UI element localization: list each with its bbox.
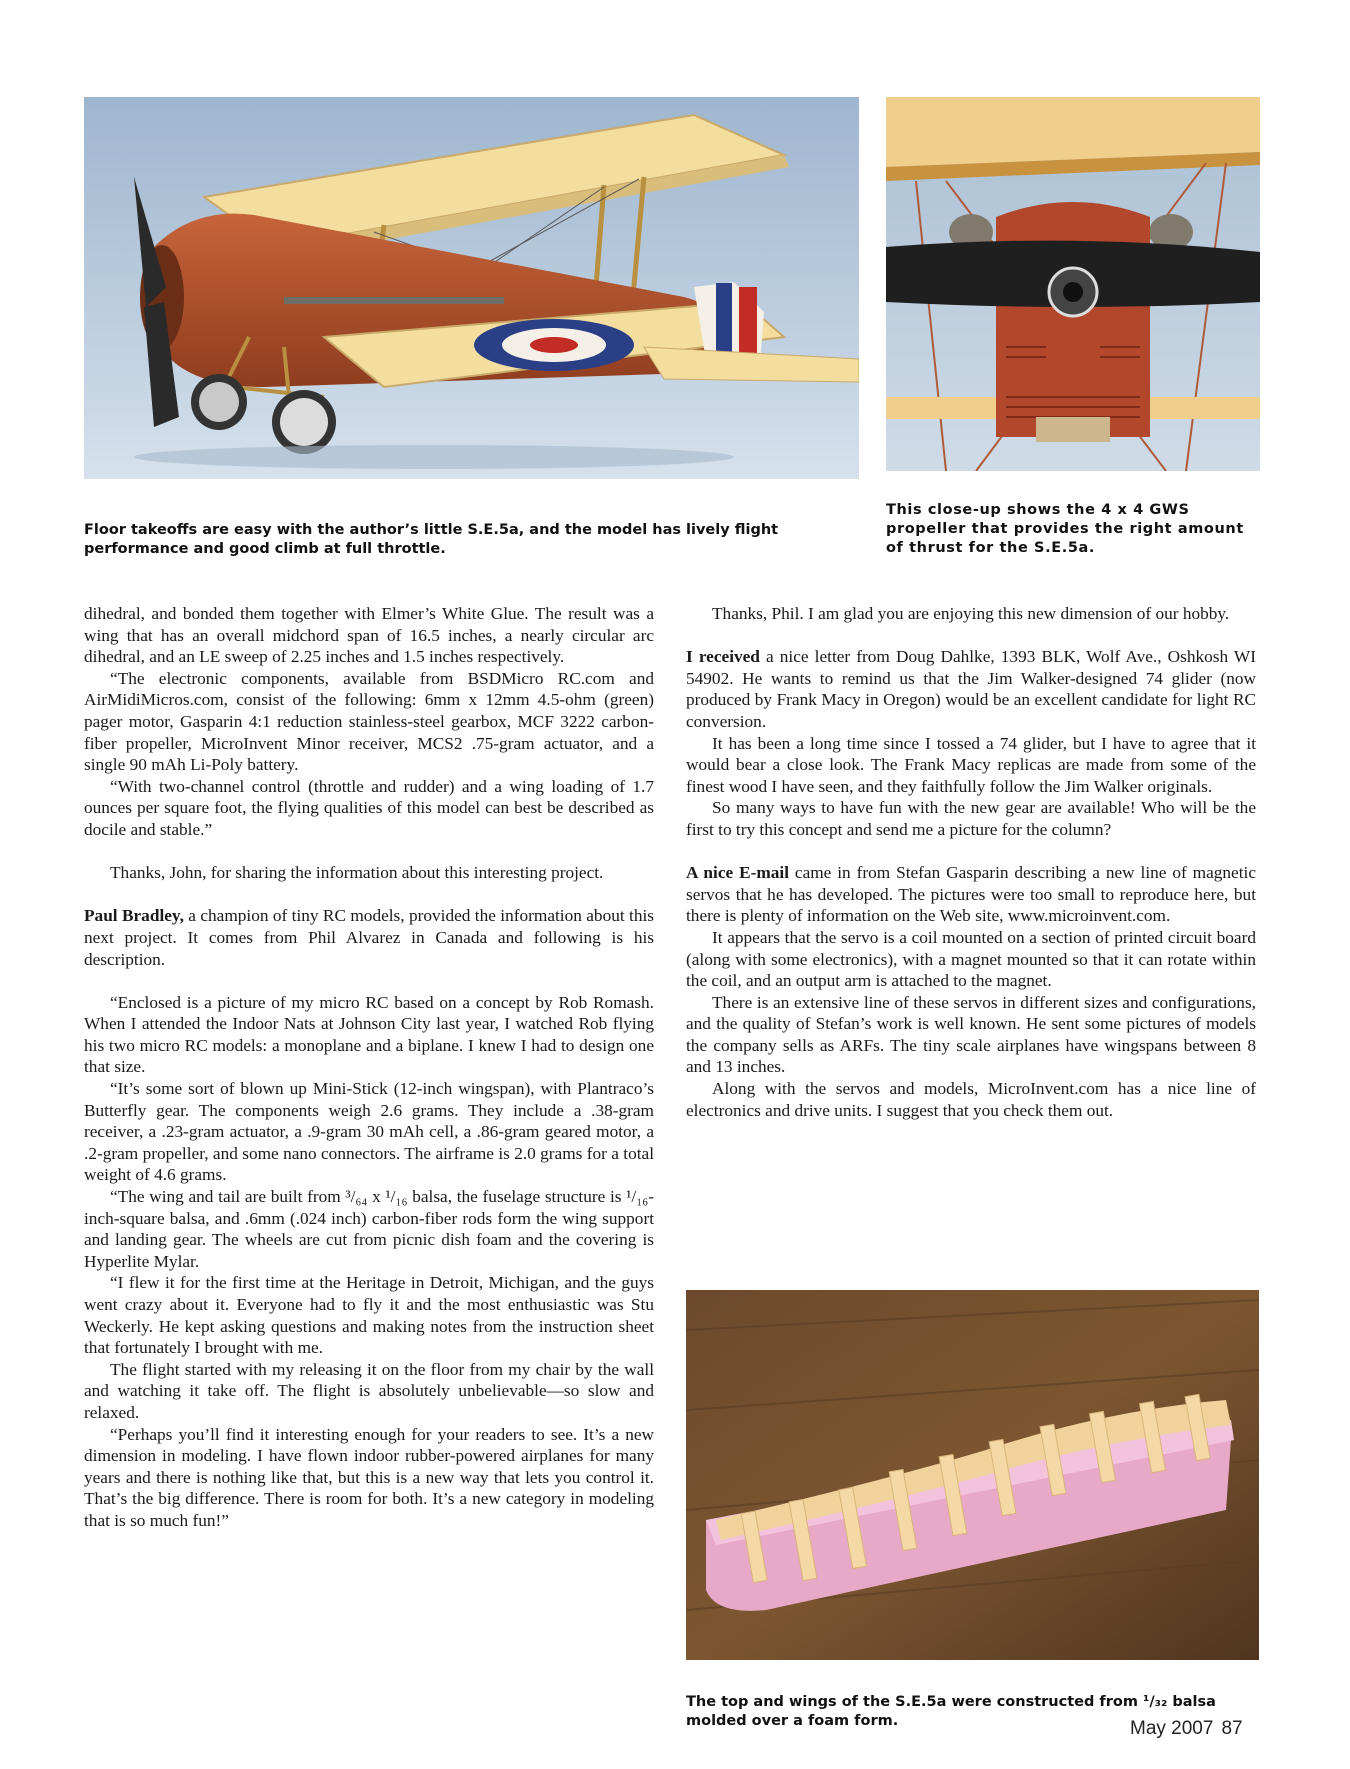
paragraph-text: a champion of tiny RC models, provided the information about this next project. It comes from Phil Alvarez in Canada and following is his description. [84, 906, 654, 969]
paragraph: “I flew it for the first time at the Heritage in Detroit, Michigan, and the guys went crazy about it. Everyone had to fly it and the most enthusiastic was Stu Weckerly. He kept asking questions and making notes from the instruction sheet that fortunately I brought with me. [84, 1273, 654, 1358]
right-column [686, 603, 1256, 1121]
paragraph: The flight started with my releasing it on the floor from my chair by the wall and watching it take off. The flight is absolutely unbelievable—so slow and relaxed. [84, 1359, 654, 1422]
paragraph: “It’s some sort of blown up Mini-Stick (12-inch wingspan), with Plantraco’s Butterfly gear. The components weigh 2.6 grams. They include a .38-gram receiver, a .23-gram actuator, a .9-gram 30 mAh cell, a .86-gram geared motor, a .2-gram propeller, and some nano connectors. The airframe is 2.0 grams for a total weight of 4.6 grams. [84, 1079, 654, 1185]
paragraph [686, 862, 1256, 927]
paragraph-text: came in from Stefan Gasparin describing a new line of magnetic servos that he has developed. The pictures were too small to reproduce here, but there is plenty of information on the Web site, www.microinvent.com. [686, 863, 1256, 926]
lead-in: I received [686, 647, 760, 667]
foam-form-image [686, 1290, 1259, 1660]
lead-in: A nice E-mail [686, 863, 789, 883]
paragraph: There is an extensive line of these servos in different sizes and configurations, and the quality of Stefan’s work is well known. He sent some pictures of models the company sells as ARFs. The tiny scale airplanes have wingspans between 8 and 13 inches. [686, 992, 1256, 1077]
paragraph: “Perhaps you’ll find it interesting enough for your readers to see. It’s a new dimension in modeling. I have flown indoor rubber-powered airplanes for many years and there is nothing like that, but this is a new way that lets you control it. That’s the big difference. There is room for both. It’s a new category in modeling that is so much fun!” [84, 1424, 654, 1530]
paragraph: It has been a long time since I tossed a 74 glider, but I have to agree that it would bear a close look. The Frank Macy replicas are made from some of the finest wood I have seen, and they faithfully follow the Jim Walker originals. [686, 733, 1256, 796]
paragraph: It appears that the servo is a coil mounted on a section of printed circuit board (along with some electronics), with a magnet mounted so that it can rotate within the coil, and an output arm is attached to the magnet. [686, 927, 1256, 991]
paragraph: “Enclosed is a picture of my micro RC based on a concept by Rob Romash. When I attended the Indoor Nats at Johnson City last year, I watched Rob flying his two micro RC models: a monoplane and a biplane. I knew I had to design one that size. [84, 992, 654, 1077]
biplane-model-image [84, 97, 859, 479]
paragraph: dihedral, and bonded them together with Elmer’s White Glue. The result was a wing that has an overall midchord span of 16.5 inches, a nearly circular arc dihedral, and an LE sweep of 2.25 inches and 1.5 inches respectively. [84, 604, 654, 667]
paragraph: Along with the servos and models, MicroInvent.com has a nice line of electronics and drive units. I suggest that you check them out. [686, 1079, 1256, 1120]
page-number: 87 [1221, 1718, 1243, 1739]
paragraph [686, 646, 1256, 732]
page-footer [1130, 1718, 1243, 1740]
paragraph: “The electronic components, available from BSDMicro RC.com and AirMidiMicros.com, consist of the following: 6mm x 12mm 4.5-ohm (green) pager motor, Gasparin 4:1 reduction stainless-steel gearbox, MCF 3222 carbon-fiber propeller, MicroInvent Minor receiver, MCS2 .75-gram actuator, and a single 90 mAh Li-Poly battery. [84, 668, 654, 775]
main-photo-caption: Floor takeoffs are easy with the author’s little S.E.5a, and the model has lively flight performance and good climb at full throttle. [84, 522, 779, 557]
closeup-photo-caption: This close-up shows the 4 x 4 GWS propeller that provides the right amount of thrust for the S.E.5a. [886, 502, 1244, 556]
main-photo [84, 97, 859, 479]
foam-photo-caption: The top and wings of the S.E.5a were constructed from ¹/₃₂ balsa molded over a foam form. [686, 1694, 1216, 1729]
paragraph: So many ways to have fun with the new gear are available! Who will be the first to try this concept and send me a picture for the column? [686, 798, 1256, 839]
left-column [84, 603, 654, 1532]
issue-date: May 2007 [1130, 1718, 1214, 1739]
closeup-photo [886, 97, 1260, 471]
foam-form-photo [686, 1290, 1259, 1660]
paragraph: “The wing and tail are built from ³/₆₄ x ¹/₁₆ balsa, the fuselage structure is ¹/₁₆-inch-square balsa, and .6mm (.024 inch) carbon-fiber rods form the wing support and landing gear. The wheels are cut from picnic dish foam and the covering is Hyperlite Mylar. [84, 1187, 654, 1271]
lead-in: Paul Bradley, [84, 906, 184, 926]
paragraph-text: a nice letter from Doug Dahlke, 1393 BLK, Wolf Ave., Oshkosh WI 54902. He wants to remind us that the Jim Walker-designed 74 glider (now produced by Frank Macy in Oregon) would be an excellent candidate for light RC conversion. [686, 647, 1256, 731]
paragraph: “With two-channel control (throttle and rudder) and a wing loading of 1.7 ounces per square foot, the flying qualities of this model can best be described as docile and stable.” [84, 776, 654, 839]
paragraph: Thanks, Phil. I am glad you are enjoying this new dimension of our hobby. [712, 604, 1230, 623]
propeller-closeup-image [886, 97, 1260, 471]
paragraph [84, 905, 654, 970]
paragraph: Thanks, John, for sharing the information about this interesting project. [110, 863, 604, 883]
